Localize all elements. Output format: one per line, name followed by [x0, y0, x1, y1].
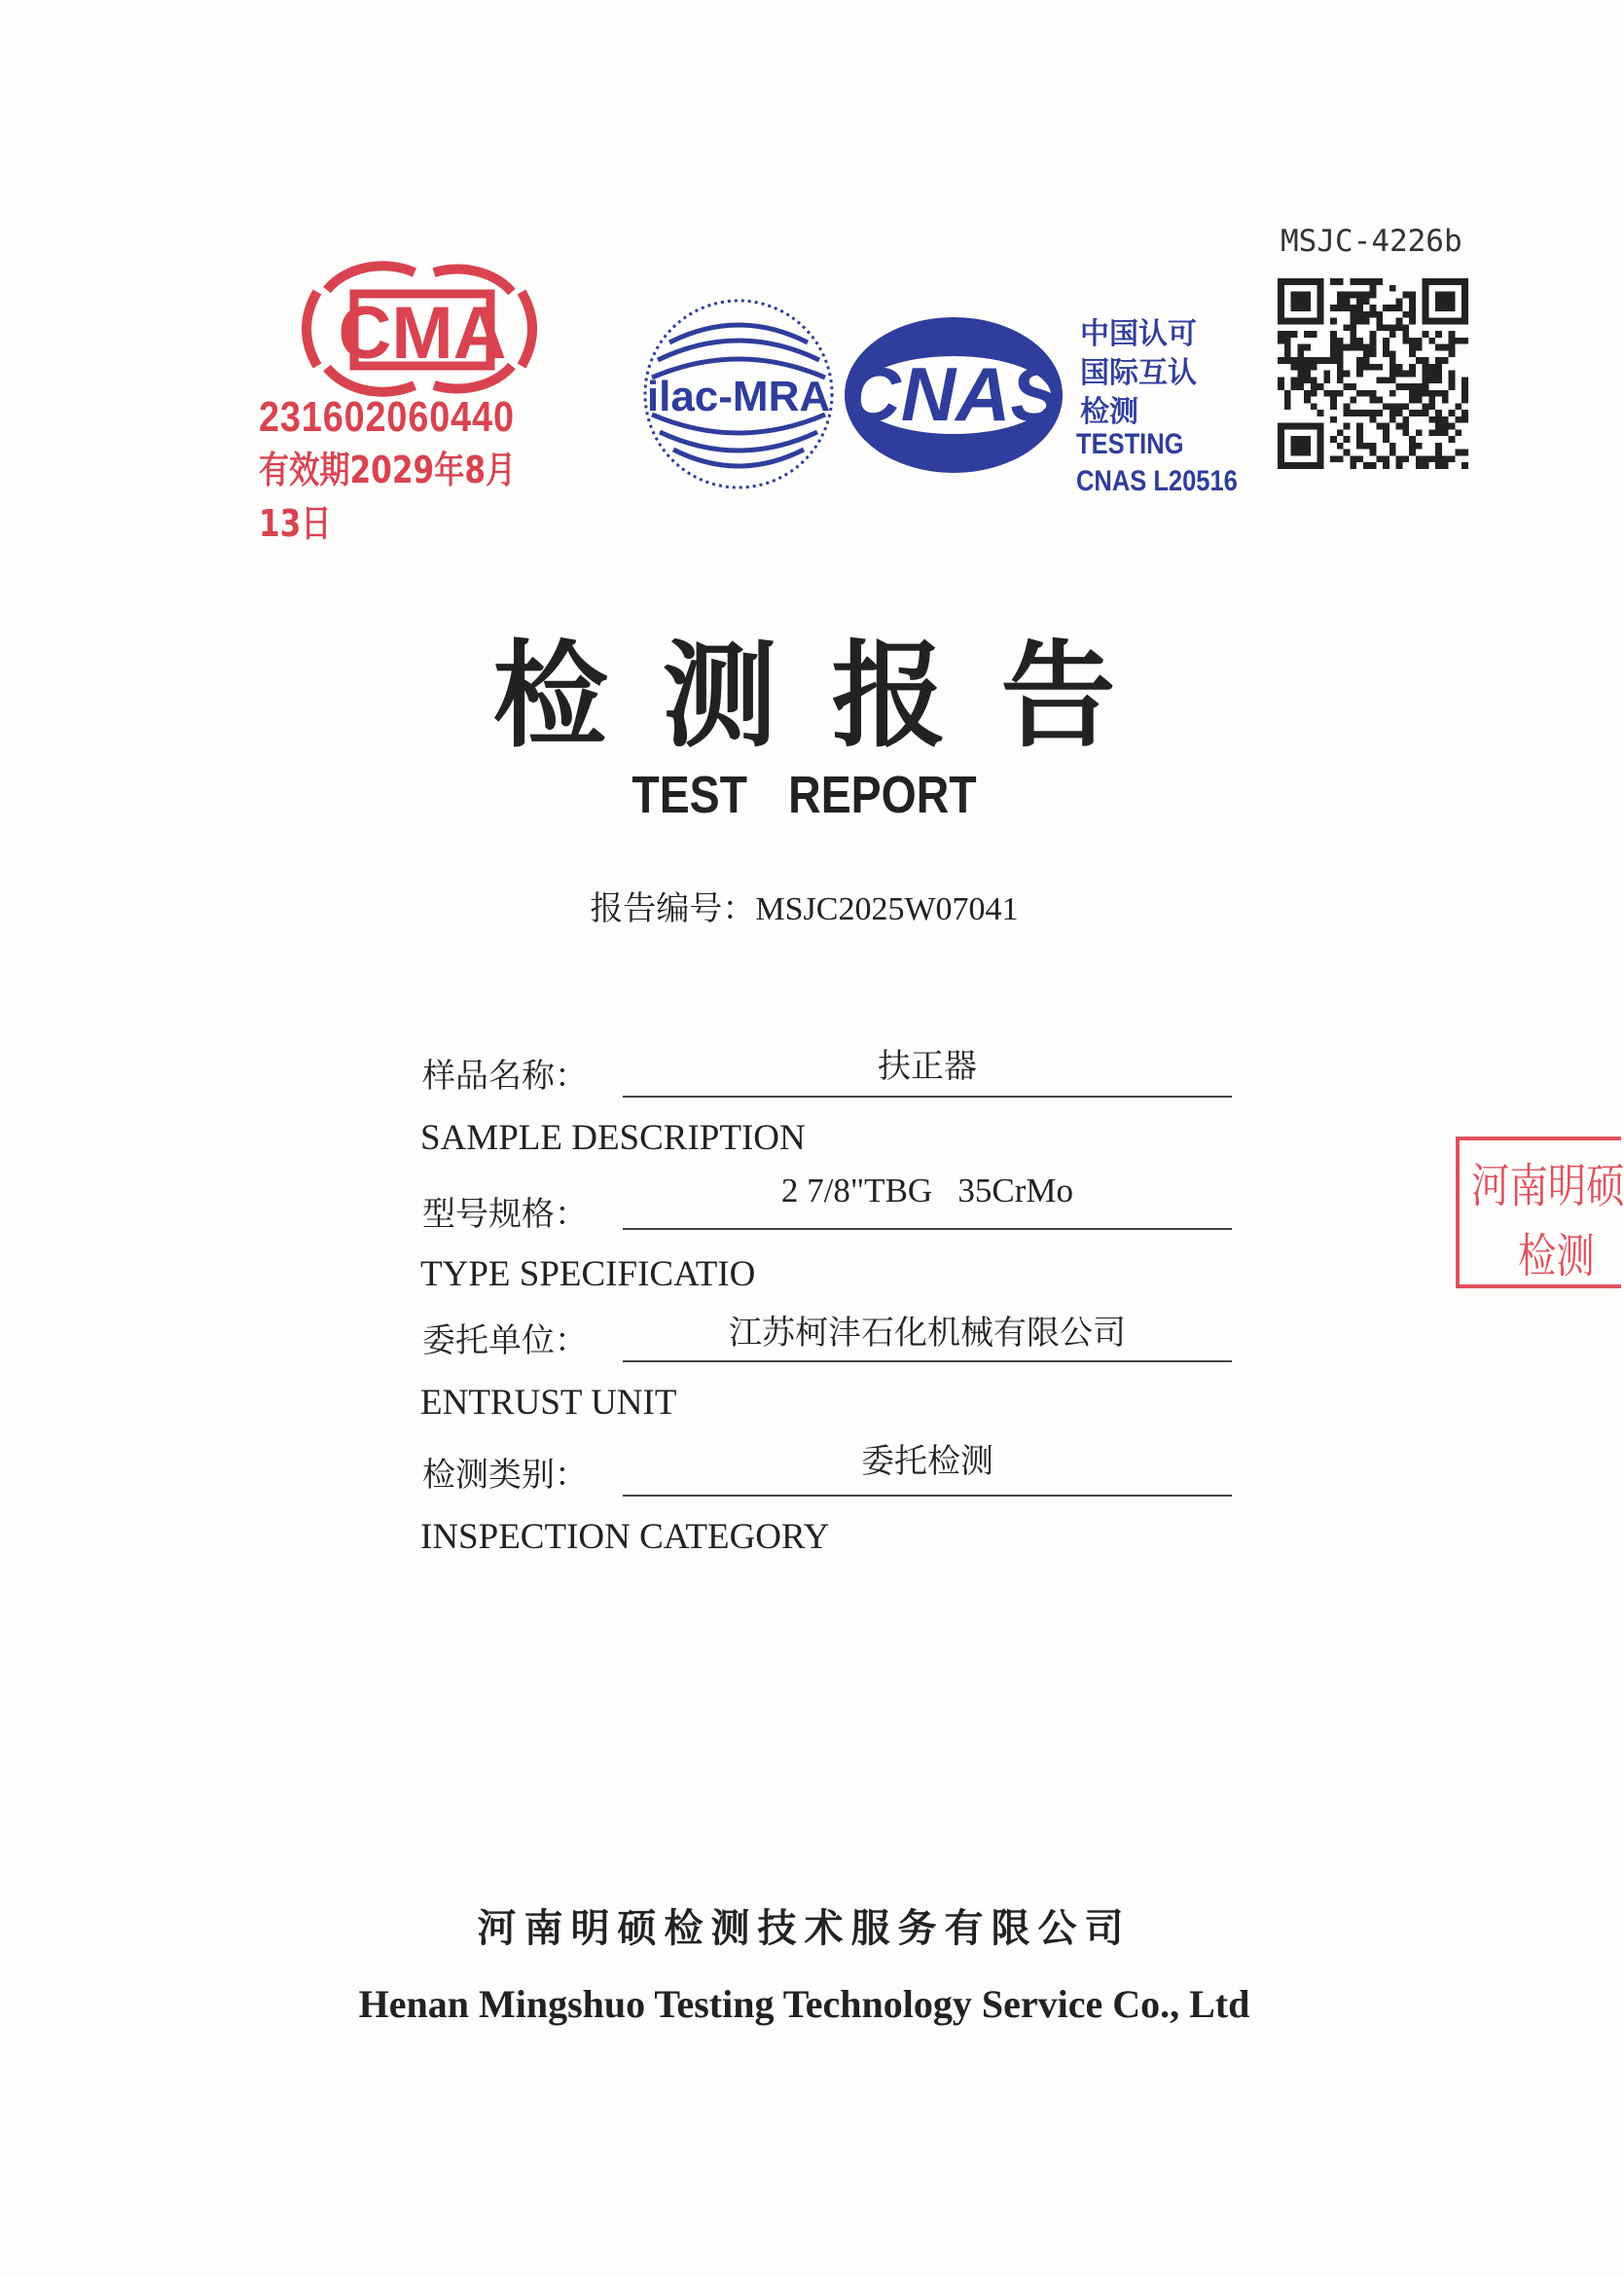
cma-certificate-number: 231602060440 [259, 393, 515, 441]
sample-label-cn: 样品名称： [422, 1057, 588, 1096]
sample-underline [623, 1096, 1232, 1098]
report-title-cn: 检测报告 [492, 628, 1171, 763]
model-label-en: TYPE SPECIFICATIO [420, 1254, 756, 1294]
seal-text-line-1: 河南明硕 [1471, 1159, 1624, 1213]
svg-text:CNAS: CNAS [846, 351, 1062, 437]
entrust-underline [623, 1360, 1232, 1362]
qr-code-label: MSJC-4226b [1281, 224, 1462, 259]
cnas-cn-line-1: 中国认可 [1080, 317, 1197, 351]
model-value: 2 7/8"TBG 35CrMo [780, 1172, 1074, 1210]
cnas-cn-line-2: 国际互认 [1080, 356, 1197, 390]
svg-text:ilac-MRA: ilac-MRA [646, 373, 831, 420]
cma-validity-date: 有效期2029年8月13日 [259, 449, 517, 545]
ilac-mra-logo-icon [638, 292, 839, 496]
entrust-value: 江苏柯沣石化机械有限公司 [729, 1314, 1126, 1353]
entrust-label-en: ENTRUST UNIT [420, 1383, 677, 1423]
company-name-en: Henan Mingshuo Testing Technology Service Co., Ltd [358, 1982, 1250, 2026]
cnas-cn-line-3: 检测 [1080, 395, 1138, 429]
entrust-label-cn: 委托单位： [422, 1321, 588, 1360]
sample-value: 扶正器 [878, 1047, 977, 1086]
cnas-logo-icon [839, 313, 1068, 477]
category-underline [623, 1495, 1232, 1497]
company-name-cn: 河南明硕检测技术服务有限公司 [477, 1906, 1132, 1951]
model-underline [623, 1228, 1232, 1230]
sample-label-en: SAMPLE DESCRIPTION [420, 1118, 806, 1158]
qr-code-icon [1278, 278, 1468, 469]
cnas-en-line-2: CNAS L20516 [1076, 465, 1238, 497]
category-label-cn: 检测类别： [422, 1456, 588, 1495]
report-number: 报告编号：MSJC2025W07041 [590, 891, 1019, 927]
cnas-en-line-1: TESTING [1076, 428, 1184, 460]
category-value: 委托检测 [861, 1442, 993, 1481]
model-label-cn: 型号规格： [422, 1195, 588, 1234]
report-title-en: TEST REPORT [632, 766, 977, 824]
svg-text:CMA: CMA [338, 292, 507, 375]
seal-text-line-2: 检测 [1518, 1229, 1595, 1283]
category-label-en: INSPECTION CATEGORY [420, 1517, 830, 1557]
cma-logo-icon [288, 263, 551, 395]
